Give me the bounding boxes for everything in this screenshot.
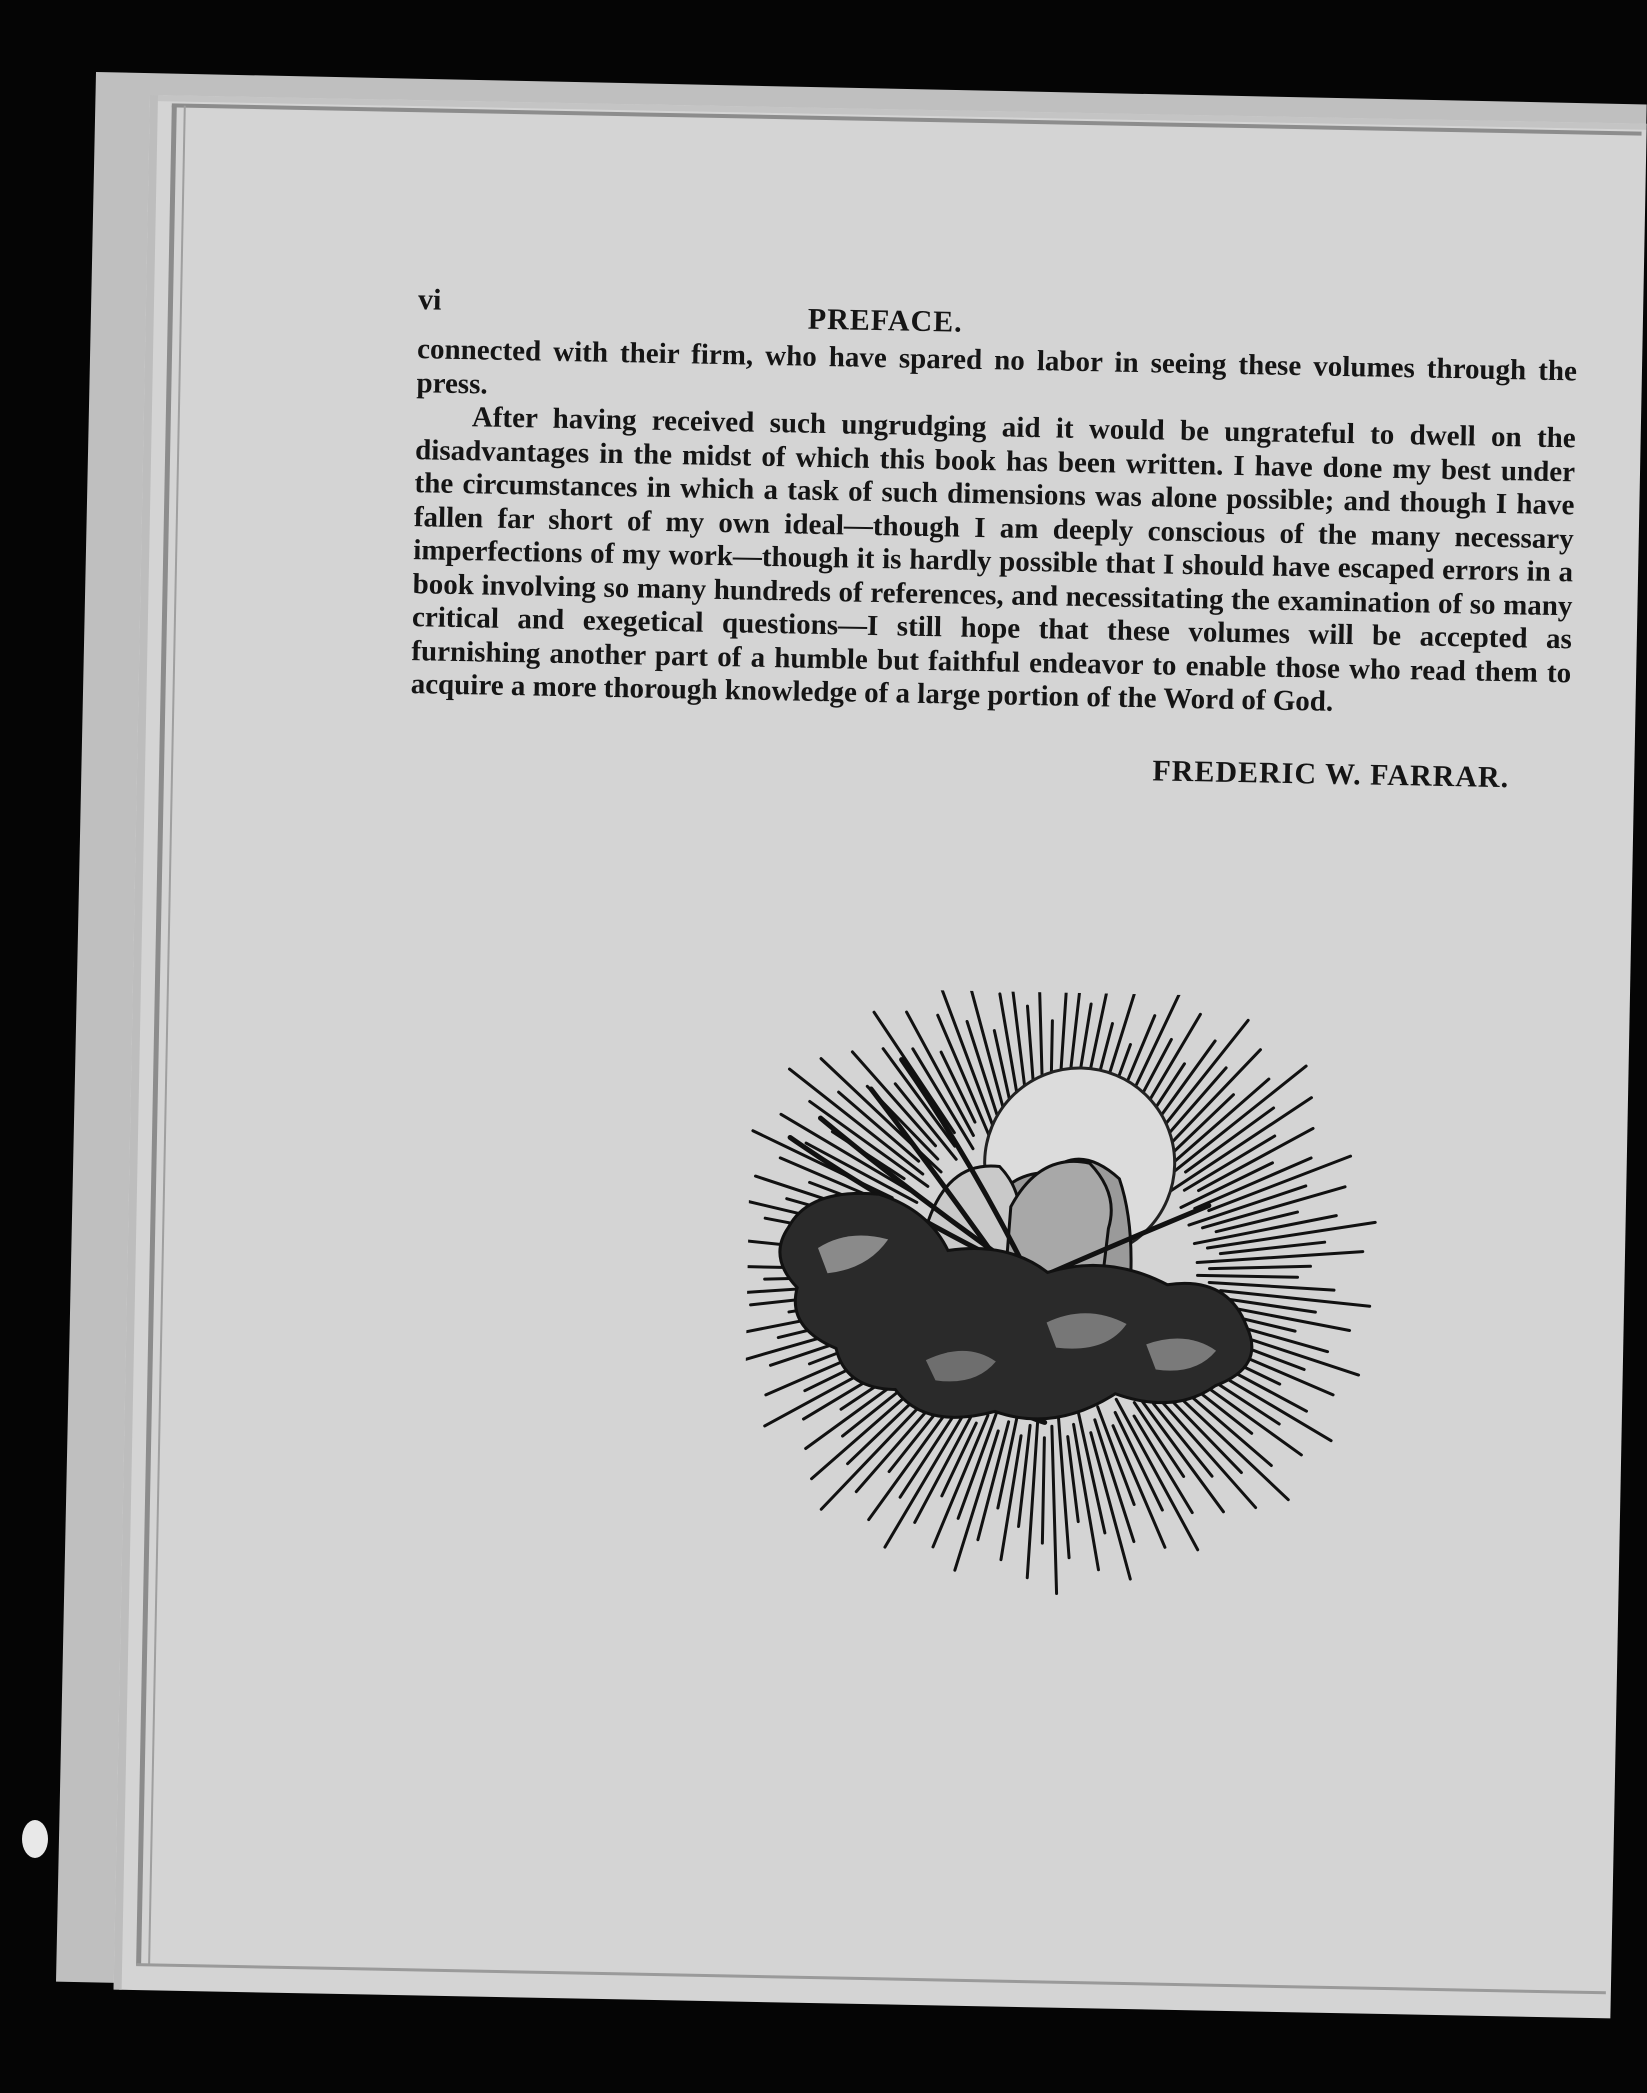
bottom-border-rule [136, 1963, 1606, 1994]
tablets-of-law-sunburst-icon [740, 987, 1433, 1700]
paragraph-main: After having received such ungrudging aid it would be ungrateful to dwell on the disadvantages in the midst of which this book has been written. I have done my best under the circumstances in which a task of such dimensions was alone possible; and though I have fallen far short of my own ideal—though I am deeply conscious of the many necessary imperfections of my work—though it is hardly possible that I should have escaped errors in a book involving so many hundreds of references, and necessitating the examination of so many critical and exegetical questions—I still hope that these volumes will be accepted as furnishing another part of a humble but faithful endeavor to enable those who read them to acquire a more thorough knowledge of a large portion of the Word of God. [410, 401, 1576, 718]
sunburst-ray [1220, 1291, 1370, 1307]
sunburst-ray [1042, 1438, 1044, 1543]
sunburst-ray [1194, 1213, 1336, 1246]
sunburst-ray [1197, 1248, 1363, 1265]
sunburst-ray [1056, 1415, 1072, 1558]
sunburst-ray [1170, 1094, 1233, 1157]
paragraph-continuation: connected with their firm, who have spared no labor in seeing these volumes through the press. [416, 333, 1578, 401]
sunburst-ray [1198, 1275, 1298, 1277]
text-block [409, 275, 1578, 795]
sunburst-ray [1209, 1282, 1334, 1290]
sunburst-ray [1049, 1426, 1060, 1593]
sunburst-ray [1152, 1404, 1213, 1476]
sunburst-ray [819, 1059, 943, 1172]
page-number: vi [417, 283, 442, 317]
sunburst-ray [958, 1406, 998, 1519]
sunburst-ray [1113, 1412, 1164, 1510]
running-head-title: PREFACE. [807, 302, 964, 339]
sunburst-ray [1203, 1184, 1346, 1230]
sunburst-ray [1210, 1264, 1311, 1270]
author-signature: FREDERIC W. FARRAR. [1152, 753, 1510, 794]
sunburst-ray [1001, 1435, 1021, 1560]
film-speck [22, 1820, 48, 1858]
book-page [114, 95, 1647, 2018]
